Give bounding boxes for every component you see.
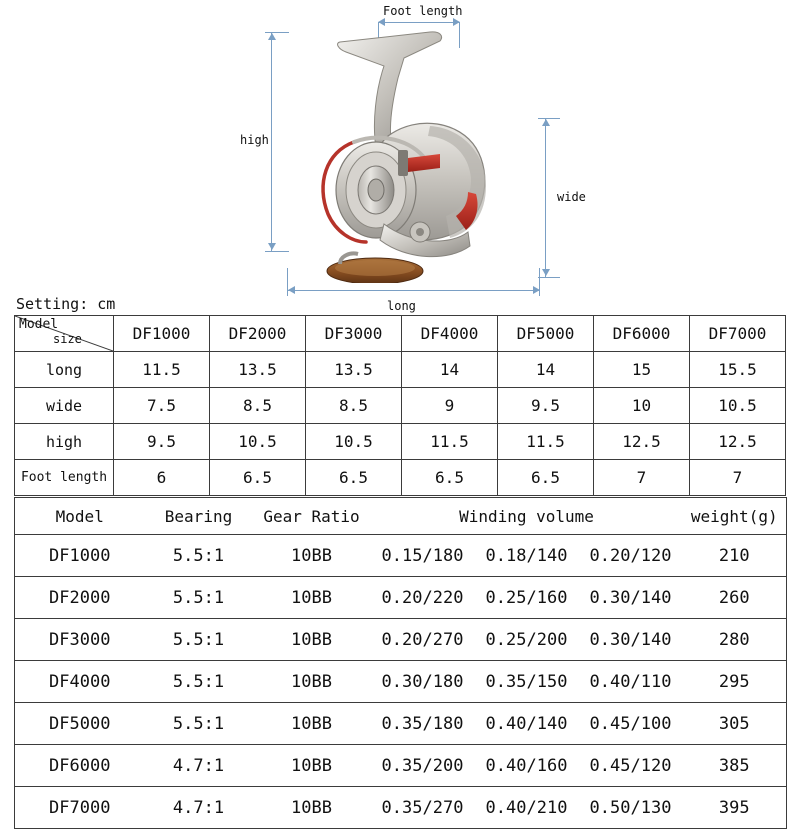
spec-cell-winding-3: 0.20/120 bbox=[579, 535, 683, 577]
table-row bbox=[15, 388, 786, 424]
spec-cell-weight: 260 bbox=[683, 577, 787, 619]
size-table-model-header: DF7000 bbox=[690, 316, 786, 352]
spec-header-gear-ratio: Gear Ratio bbox=[253, 498, 371, 535]
size-cell: 13.5 bbox=[210, 352, 306, 388]
high-line bbox=[271, 32, 272, 252]
high-arrow-bottom bbox=[268, 243, 276, 250]
spec-cell-bearing: 5.5:1 bbox=[145, 619, 253, 661]
spec-cell-gear-ratio: 10BB bbox=[253, 577, 371, 619]
spec-header-winding-volume: Winding volume bbox=[371, 498, 683, 535]
table-row bbox=[15, 661, 787, 703]
size-cell: 6.5 bbox=[210, 460, 306, 496]
spec-header-model: Model bbox=[15, 498, 145, 535]
spec-cell-winding-2: 0.25/160 bbox=[475, 577, 579, 619]
spec-cell-winding-2: 0.40/140 bbox=[475, 703, 579, 745]
spec-cell-winding-3: 0.30/140 bbox=[579, 577, 683, 619]
size-cell: 9.5 bbox=[498, 388, 594, 424]
size-row-label: high bbox=[15, 424, 114, 460]
spec-cell-model: DF4000 bbox=[15, 661, 145, 703]
size-cell: 8.5 bbox=[306, 388, 402, 424]
size-cell: 9 bbox=[402, 388, 498, 424]
wide-tick-bottom bbox=[538, 277, 560, 278]
size-row-label: wide bbox=[15, 388, 114, 424]
table-row bbox=[15, 460, 786, 496]
table-row-header bbox=[15, 316, 786, 352]
size-cell: 6.5 bbox=[498, 460, 594, 496]
table-row bbox=[15, 424, 786, 460]
spec-cell-model: DF5000 bbox=[15, 703, 145, 745]
spec-cell-gear-ratio: 10BB bbox=[253, 745, 371, 787]
spec-cell-bearing: 5.5:1 bbox=[145, 661, 253, 703]
spec-cell-winding-3: 0.40/110 bbox=[579, 661, 683, 703]
table-row-header bbox=[15, 498, 787, 535]
spec-cell-bearing: 4.7:1 bbox=[145, 745, 253, 787]
spec-cell-model: DF2000 bbox=[15, 577, 145, 619]
table-row bbox=[15, 787, 787, 829]
spec-cell-winding-1: 0.30/180 bbox=[371, 661, 475, 703]
size-cell: 11.5 bbox=[402, 424, 498, 460]
size-cell: 12.5 bbox=[690, 424, 786, 460]
spec-cell-bearing: 5.5:1 bbox=[145, 703, 253, 745]
spec-header-bearing: Bearing bbox=[145, 498, 253, 535]
spec-cell-weight: 295 bbox=[683, 661, 787, 703]
wide-arrow-top bbox=[542, 119, 550, 126]
spec-cell-winding-1: 0.35/270 bbox=[371, 787, 475, 829]
dimension-label-foot-length: Foot length bbox=[383, 4, 463, 18]
size-cell: 11.5 bbox=[498, 424, 594, 460]
spec-cell-winding-1: 0.35/180 bbox=[371, 703, 475, 745]
size-cell: 10.5 bbox=[306, 424, 402, 460]
spec-cell-winding-3: 0.50/130 bbox=[579, 787, 683, 829]
corner-label-model: Model bbox=[19, 317, 59, 332]
corner-label-size: size bbox=[53, 332, 82, 346]
spec-cell-gear-ratio: 10BB bbox=[253, 535, 371, 577]
size-cell: 9.5 bbox=[114, 424, 210, 460]
spec-cell-winding-1: 0.15/180 bbox=[371, 535, 475, 577]
long-arrow-left bbox=[288, 286, 295, 294]
specification-table bbox=[14, 497, 787, 829]
dimension-label-long: long bbox=[387, 299, 416, 313]
size-cell: 6.5 bbox=[402, 460, 498, 496]
size-cell: 8.5 bbox=[210, 388, 306, 424]
spec-cell-winding-1: 0.35/200 bbox=[371, 745, 475, 787]
size-cell: 10.5 bbox=[210, 424, 306, 460]
size-cell: 10 bbox=[594, 388, 690, 424]
spec-cell-gear-ratio: 10BB bbox=[253, 619, 371, 661]
spec-cell-winding-3: 0.45/120 bbox=[579, 745, 683, 787]
spec-header-weight: weight(g) bbox=[683, 498, 787, 535]
size-cell: 11.5 bbox=[114, 352, 210, 388]
spec-cell-gear-ratio: 10BB bbox=[253, 661, 371, 703]
table-row bbox=[15, 535, 787, 577]
spec-cell-bearing: 4.7:1 bbox=[145, 787, 253, 829]
long-line bbox=[287, 290, 540, 291]
size-cell: 14 bbox=[402, 352, 498, 388]
spec-cell-model: DF3000 bbox=[15, 619, 145, 661]
spec-cell-gear-ratio: 10BB bbox=[253, 703, 371, 745]
spec-cell-bearing: 5.5:1 bbox=[145, 577, 253, 619]
size-table-corner-cell bbox=[15, 316, 114, 352]
setting-unit-label: Setting: cm bbox=[16, 295, 116, 313]
size-cell: 7 bbox=[594, 460, 690, 496]
wide-arrow-bottom bbox=[542, 269, 550, 276]
spec-cell-winding-2: 0.18/140 bbox=[475, 535, 579, 577]
size-cell: 6 bbox=[114, 460, 210, 496]
high-arrow-top bbox=[268, 33, 276, 40]
size-table-model-header: DF2000 bbox=[210, 316, 306, 352]
dimension-label-high: high bbox=[240, 133, 269, 147]
spec-cell-model: DF6000 bbox=[15, 745, 145, 787]
dimension-label-wide: wide bbox=[557, 190, 586, 204]
size-cell: 13.5 bbox=[306, 352, 402, 388]
size-cell: 7.5 bbox=[114, 388, 210, 424]
spec-cell-winding-2: 0.25/200 bbox=[475, 619, 579, 661]
size-cell: 12.5 bbox=[594, 424, 690, 460]
spec-cell-winding-2: 0.40/160 bbox=[475, 745, 579, 787]
size-row-label: long bbox=[15, 352, 114, 388]
spec-cell-winding-2: 0.40/210 bbox=[475, 787, 579, 829]
spec-cell-winding-3: 0.30/140 bbox=[579, 619, 683, 661]
size-cell: 15.5 bbox=[690, 352, 786, 388]
table-row bbox=[15, 619, 787, 661]
spec-cell-model: DF1000 bbox=[15, 535, 145, 577]
spec-cell-gear-ratio: 10BB bbox=[253, 787, 371, 829]
spec-cell-bearing: 5.5:1 bbox=[145, 535, 253, 577]
table-row bbox=[15, 352, 786, 388]
size-table-model-header: DF1000 bbox=[114, 316, 210, 352]
long-arrow-right bbox=[533, 286, 540, 294]
size-cell: 10.5 bbox=[690, 388, 786, 424]
spec-cell-weight: 305 bbox=[683, 703, 787, 745]
table-row bbox=[15, 745, 787, 787]
size-row-label: Foot length bbox=[15, 460, 114, 496]
table-row bbox=[15, 703, 787, 745]
spec-cell-winding-2: 0.35/150 bbox=[475, 661, 579, 703]
size-table bbox=[14, 315, 786, 496]
spec-cell-winding-1: 0.20/220 bbox=[371, 577, 475, 619]
spec-cell-weight: 210 bbox=[683, 535, 787, 577]
size-cell: 6.5 bbox=[306, 460, 402, 496]
spec-cell-weight: 280 bbox=[683, 619, 787, 661]
size-cell: 15 bbox=[594, 352, 690, 388]
spec-cell-winding-3: 0.45/100 bbox=[579, 703, 683, 745]
size-table-model-header: DF5000 bbox=[498, 316, 594, 352]
spec-cell-weight: 395 bbox=[683, 787, 787, 829]
table-row bbox=[15, 577, 787, 619]
wide-line bbox=[545, 118, 546, 278]
size-table-model-header: DF3000 bbox=[306, 316, 402, 352]
size-cell: 14 bbox=[498, 352, 594, 388]
spec-cell-model: DF7000 bbox=[15, 787, 145, 829]
fishing-reel-image bbox=[280, 18, 540, 283]
size-cell: 7 bbox=[690, 460, 786, 496]
size-table-model-header: DF4000 bbox=[402, 316, 498, 352]
spec-cell-winding-1: 0.20/270 bbox=[371, 619, 475, 661]
spec-cell-weight: 385 bbox=[683, 745, 787, 787]
size-table-model-header: DF6000 bbox=[594, 316, 690, 352]
